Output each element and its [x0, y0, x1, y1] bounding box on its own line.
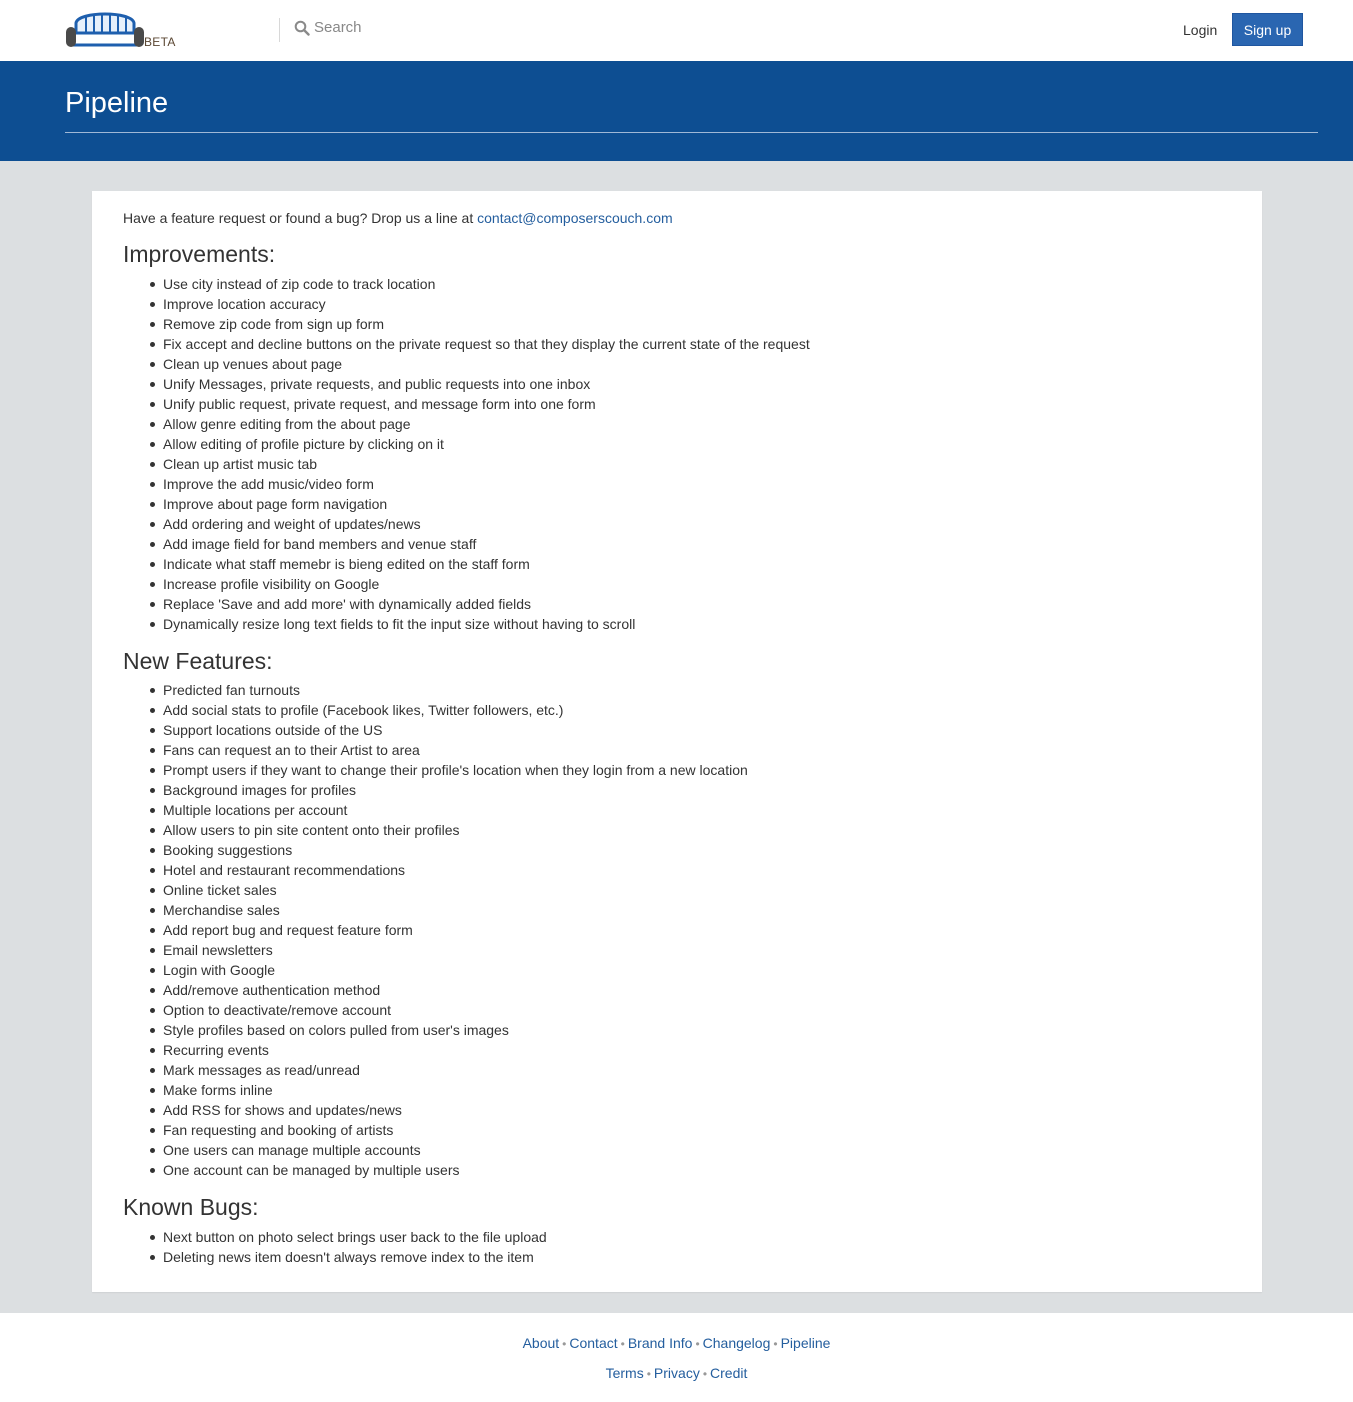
intro-text [123, 210, 673, 226]
improvements-list [163, 274, 810, 634]
footer [0, 1313, 1353, 1402]
list-item: Booking suggestions [163, 840, 748, 860]
list-item: Online ticket sales [163, 880, 748, 900]
list-item: Style profiles based on colors pulled from user's images [163, 1020, 748, 1040]
list-item: Unify Messages, private requests, and public requests into one inbox [163, 374, 810, 394]
list-item: Login with Google [163, 960, 748, 980]
new-features-list [163, 680, 748, 1180]
known-bugs-heading: Known Bugs: [123, 1194, 259, 1220]
site-logo[interactable] [64, 9, 184, 51]
list-item: Remove zip code from sign up form [163, 314, 810, 334]
list-item: Allow users to pin site content onto their profiles [163, 820, 748, 840]
footer-separator: • [562, 1337, 567, 1351]
search-box [294, 19, 514, 36]
list-item: Merchandise sales [163, 900, 748, 920]
search-icon [294, 20, 310, 36]
footer-link-privacy[interactable]: Privacy [653, 1365, 700, 1381]
footer-links-primary [0, 1335, 1353, 1351]
list-item: Add/remove authentication method [163, 980, 748, 1000]
list-item: Fix accept and decline buttons on the private request so that they display the current state of the request [163, 336, 810, 352]
list-item: Background images for profiles [163, 780, 748, 800]
new-features-heading: New Features: [123, 648, 273, 674]
list-item: Multiple locations per account [163, 800, 748, 820]
pipeline-card [92, 191, 1262, 1292]
list-item: Fans can request an to their Artist to area [163, 740, 748, 760]
footer-separator: • [702, 1367, 708, 1381]
footer-link-changelog[interactable]: Changelog [702, 1335, 771, 1351]
list-item: Add RSS for shows and updates/news [163, 1100, 748, 1120]
couch-logo-icon [64, 9, 146, 51]
list-item: Fan requesting and booking of artists [163, 1120, 748, 1140]
list-item: Predicted fan turnouts [163, 680, 748, 700]
content-area [0, 161, 1353, 1313]
list-item: Recurring events [163, 1040, 748, 1060]
improvements-heading: Improvements: [123, 241, 276, 267]
signup-button[interactable]: Sign up [1232, 13, 1303, 46]
list-item: Add report bug and request feature form [163, 920, 748, 940]
footer-links-legal [0, 1365, 1353, 1381]
header-divider [65, 132, 1318, 133]
list-item: Improve the add music/video form [163, 474, 810, 494]
footer-link-brand-info[interactable]: Brand Info [627, 1335, 693, 1351]
nav-divider [279, 18, 280, 42]
footer-link-pipeline[interactable]: Pipeline [780, 1335, 831, 1351]
search-input[interactable] [314, 19, 514, 36]
page-title: Pipeline [65, 87, 169, 119]
list-item: Allow editing of profile picture by clicking on it [163, 434, 810, 454]
list-item: One users can manage multiple accounts [163, 1140, 748, 1160]
list-item: Add social stats to profile (Facebook likes, Twitter followers, etc.) [163, 700, 748, 720]
page-header [0, 61, 1353, 161]
list-item: Mark messages as read/unread [163, 1060, 748, 1080]
list-item: Improve location accuracy [163, 294, 810, 314]
list-item: Increase profile visibility on Google [163, 574, 810, 594]
list-item: Indicate what staff memebr is bieng edited on the staff form [163, 554, 810, 574]
list-item: Hotel and restaurant recommendations [163, 860, 748, 880]
list-item: Dynamically resize long text fields to fit the input size without having to scroll [163, 614, 810, 634]
list-item: Email newsletters [163, 940, 748, 960]
list-item: Next button on photo select brings user back to the file upload [163, 1229, 547, 1245]
footer-link-terms[interactable]: Terms [605, 1365, 644, 1381]
list-item: Improve about page form navigation [163, 494, 810, 514]
list-item: Make forms inline [163, 1080, 748, 1100]
list-item: One account can be managed by multiple users [163, 1160, 748, 1180]
footer-separator: • [773, 1337, 778, 1351]
footer-separator: • [646, 1367, 651, 1381]
list-item: Unify public request, private request, and message form into one form [163, 394, 810, 414]
list-item: Add ordering and weight of updates/news [163, 514, 810, 534]
footer-link-about[interactable]: About [522, 1335, 560, 1351]
known-bugs-list [163, 1227, 547, 1267]
contact-email-link[interactable]: contact@composerscouch.com [477, 210, 673, 226]
list-item: Support locations outside of the US [163, 720, 748, 740]
list-item: Prompt users if they want to change their profile's location when they login from a new location [163, 762, 748, 778]
intro-message: Have a feature request or found a bug? Drop us a line at [123, 210, 478, 226]
list-item: Deleting news item doesn't always remove index to the item [163, 1247, 547, 1267]
list-item: Replace 'Save and add more' with dynamically added fields [163, 594, 810, 614]
list-item: Option to deactivate/remove account [163, 1000, 748, 1020]
footer-link-contact[interactable]: Contact [569, 1335, 618, 1351]
footer-link-credit[interactable]: Credit [710, 1365, 748, 1381]
list-item: Allow genre editing from the about page [163, 414, 810, 434]
list-item: Clean up artist music tab [163, 454, 810, 474]
list-item: Add image field for band members and venue staff [163, 534, 810, 554]
footer-separator: • [695, 1337, 700, 1351]
navbar [0, 0, 1353, 61]
footer-separator: • [620, 1337, 625, 1351]
login-link[interactable]: Login [1183, 22, 1218, 38]
list-item: Clean up venues about page [163, 354, 810, 374]
beta-label: BETA [144, 35, 176, 49]
list-item: Use city instead of zip code to track location [163, 274, 810, 294]
